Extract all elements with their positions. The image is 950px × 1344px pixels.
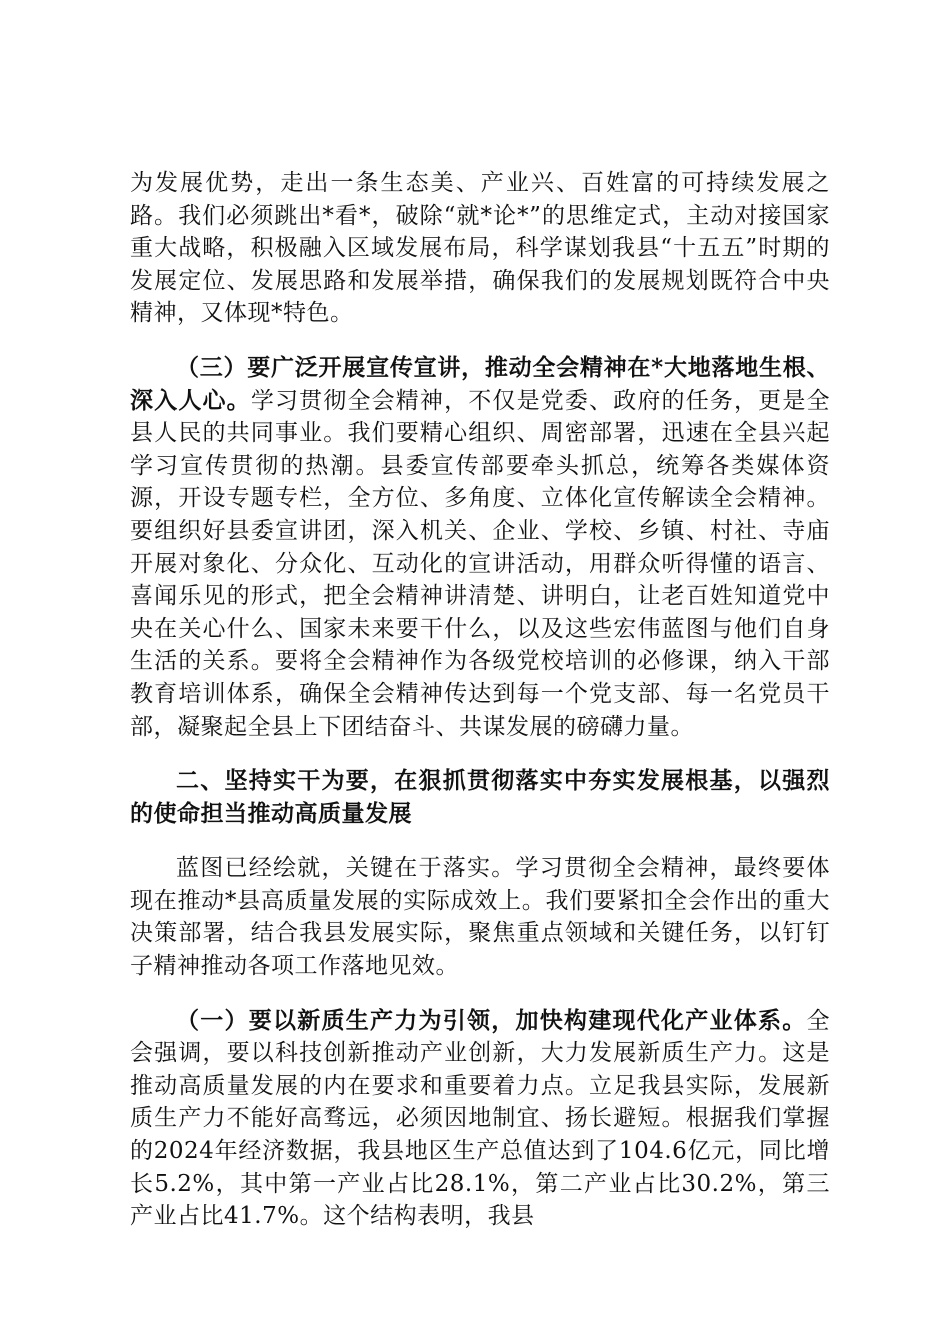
paragraph-chapter-two-intro: 蓝图已经绘就，关键在于落实。学习贯彻全会精神，最终要体现在推动*县高质量发展的实际成效上。我们要紧扣全会作出的重大决策部署，结合我县发展实际，聚焦重点领域和关键任务，以钉钉子精神推动各项工作落地见效。	[130, 855, 830, 980]
section-three-lead: （三）要广泛开展宣传宣讲，推动全会精神在*大地落地生根、深入人心。	[130, 353, 830, 414]
paragraph-continuation: 为发展优势，走出一条生态美、产业兴、百姓富的可持续发展之路。我们必须跳出*看*，破除“就*论*”的思维定式，主动对接国家重大战略，积极融入区域发展布局，科学谋划我县“十五五”时期的发展定位、发展思路和发展举措，确保我们的发展规划既符合中央精神，又体现*特色。	[130, 170, 830, 327]
paragraph-section-three	[130, 352, 830, 743]
document-page	[130, 167, 830, 1255]
paragraph-section-one	[130, 1005, 830, 1233]
chapter-two-heading: 二、坚持实干为要，在狠抓贯彻落实中夯实发展根基，以强烈的使命担当推动高质量发展	[130, 767, 830, 827]
section-one-body: 全会强调，要以科技创新推动产业创新，大力发展新质生产力。这是推动高质量发展的内在要求和重要着力点。立足我县实际，发展新质生产力不能好高骛远，必须因地制宜、扬长避短。根据我们掌握的2024年经济数据，我县地区生产总值达到了104.6亿元，同比增长5.2%，其中第一产业占比28.1%，第二产业占比30.2%，第三产业占比41.7%。这个结构表明，我县	[130, 1007, 830, 1230]
section-three-body: 学习贯彻全会精神，不仅是党委、政府的任务，更是全县人民的共同事业。我们要精心组织、周密部署，迅速在全县兴起学习宣传贯彻的热潮。县委宣传部要牵头抓总，统筹各类媒体资源，开设专题专栏，全方位、多角度、立体化宣传解读全会精神。要组织好县委宣讲团，深入机关、企业、学校、乡镇、村社、寺庙开展对象化、分众化、互动化的宣讲活动，用群众听得懂的语言、喜闻乐见的形式，把全会精神讲清楚、讲明白，让老百姓知道党中央在关心什么、国家未来要干什么，以及这些宏伟蓝图与他们自身生活的关系。要将全会精神作为各级党校培训的必修课，纳入干部教育培训体系，确保全会精神传达到每一个党支部、每一名党员干部，凝聚起全县上下团结奋斗、共谋发展的磅礴力量。	[130, 387, 831, 740]
section-one-lead: （一）要以新质生产力为引领，加快构建现代化产业体系。	[176, 1006, 807, 1034]
